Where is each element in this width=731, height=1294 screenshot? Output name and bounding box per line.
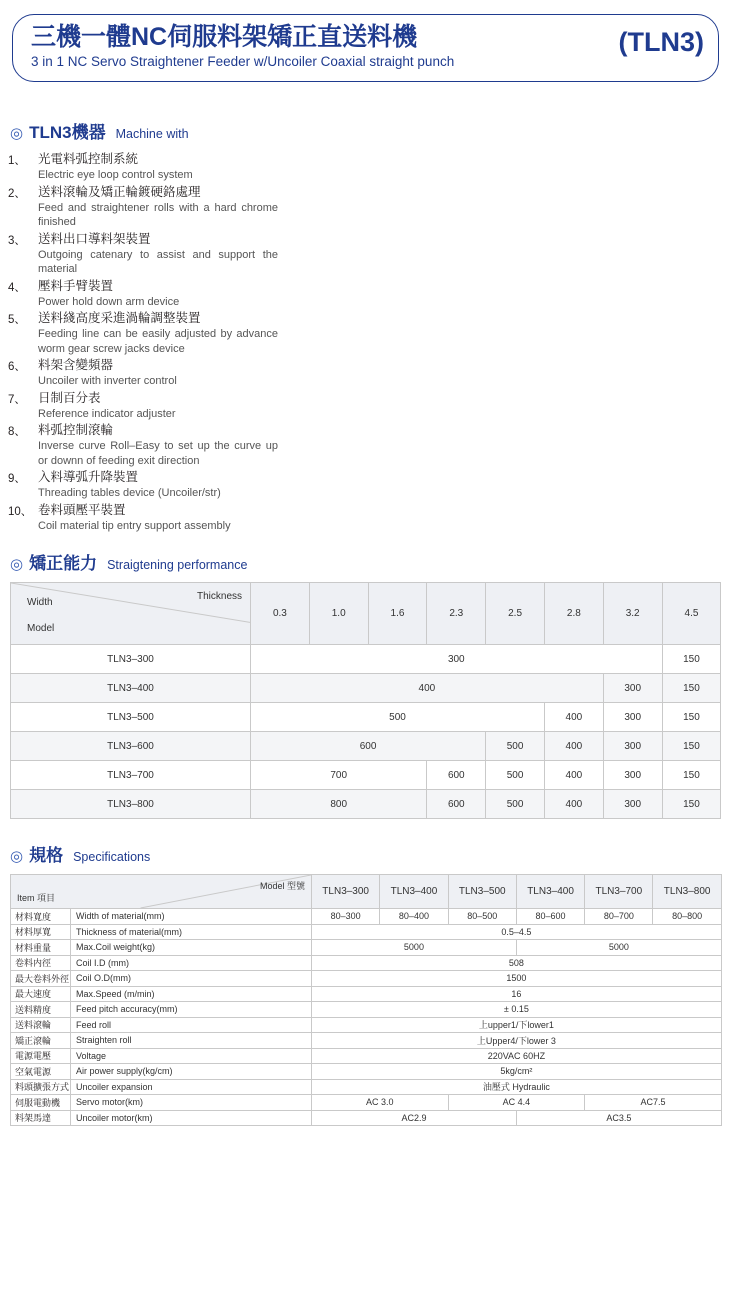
spec-value-cell: 80–800 [653, 909, 721, 925]
list-item-label-en: Feed and straightener rolls with a hard chrome finished [38, 201, 278, 228]
model-header-cell: TLN3–400 [380, 875, 448, 909]
capacity-cell: 300 [603, 674, 662, 703]
table-row [11, 1064, 722, 1080]
list-item [8, 231, 338, 277]
capacity-cell: 500 [486, 761, 545, 790]
model-header-cell: TLN3–700 [585, 875, 653, 909]
spec-value-cell: 16 [312, 986, 722, 1002]
spec-value-cell: 80–400 [380, 909, 448, 925]
page-title-cn: 三機一體NC伺服料架矯正直送料機 [31, 23, 418, 51]
spec-value-cell: 0.5–4.5 [312, 924, 722, 940]
capacity-cell: 500 [486, 790, 545, 819]
list-item-body [38, 390, 338, 422]
table-row [11, 674, 721, 703]
axis-label-model: Model 型號 [259, 881, 305, 891]
list-item-number: 2、 [8, 187, 26, 200]
thickness-header-cell: 0.3 [251, 583, 310, 645]
table-row [11, 703, 721, 732]
list-item-body [38, 310, 338, 356]
model-header-cell: TLN3–300 [312, 875, 380, 909]
model-cell: TLN3–700 [11, 761, 251, 790]
capacity-cell: 300 [603, 732, 662, 761]
capacity-cell: 300 [603, 703, 662, 732]
list-item-number: 7、 [8, 393, 26, 406]
list-item-body [38, 231, 338, 277]
table-row [11, 1110, 722, 1126]
list-item-label-cn: 光電料弧控制系統 [38, 152, 139, 166]
list-item-label-cn: 料架含變頻器 [38, 358, 114, 372]
spec-value-cell: 5000 [312, 940, 517, 956]
list-item-body [38, 278, 338, 310]
axis-label-width: Width [27, 597, 53, 608]
capacity-cell: 600 [427, 761, 486, 790]
axis-label-thickness: Thickness [196, 591, 242, 602]
table-row [11, 1002, 722, 1018]
table-row [11, 761, 721, 790]
table-row [11, 1017, 722, 1033]
spec-label-cn: 伺服電動機 [11, 1095, 71, 1111]
table-corner-cell [11, 875, 312, 909]
model-header-cell: TLN3–800 [653, 875, 721, 909]
specifications-table [10, 874, 722, 1126]
spec-label-en: Servo motor(km) [71, 1095, 312, 1111]
spec-label-en: Coil O.D(mm) [71, 971, 312, 987]
list-item-body [38, 357, 338, 389]
spec-value-cell: 1500 [312, 971, 722, 987]
capacity-cell: 150 [662, 674, 721, 703]
performance-heading-en: Straigtening performance [107, 558, 248, 572]
table-row [11, 940, 722, 956]
spec-value-cell: 80–300 [312, 909, 380, 925]
list-item-body [38, 184, 338, 230]
list-item-label-en: Reference indicator adjuster [38, 407, 176, 420]
spec-label-en: Max.Coil weight(kg) [71, 940, 312, 956]
table-row [11, 1033, 722, 1049]
list-item-label-cn: 壓料手臂裝置 [38, 278, 114, 293]
list-item-label-cn: 料弧控制滾輪 [38, 423, 114, 437]
thickness-header-cell: 2.5 [486, 583, 545, 645]
capacity-cell: 150 [662, 645, 721, 674]
list-item-number: 10、 [8, 505, 33, 518]
spec-value-cell: 80–600 [516, 909, 584, 925]
capacity-cell: 150 [662, 732, 721, 761]
list-item [8, 151, 338, 183]
table-row [11, 909, 722, 925]
spec-label-cn: 料架馬達 [11, 1110, 71, 1126]
capacity-cell: 600 [251, 732, 486, 761]
list-item [8, 502, 338, 534]
list-item-label-cn: 送料滾輪及矯正輪鍍硬鉻處理 [38, 184, 201, 199]
table-row [11, 1095, 722, 1111]
list-item-body [38, 502, 338, 534]
spec-label-en: Straighten roll [71, 1033, 312, 1049]
list-item-label-en: Electric eye loop control system [38, 169, 193, 181]
spec-value-cell: 80–700 [585, 909, 653, 925]
spec-label-cn: 電源電壓 [11, 1048, 71, 1064]
list-item [8, 278, 338, 310]
spec-value-cell: 油壓式 Hydraulic [312, 1079, 722, 1095]
spec-value-cell: AC 3.0 [312, 1095, 449, 1111]
list-item [8, 357, 338, 389]
list-item-label-en: Inverse curve Roll–Easy to set up the curve up or downn of feeding exit direction [38, 440, 278, 467]
spec-label-en: Coil I.D (mm) [71, 955, 312, 971]
list-item-number: 5、 [8, 314, 26, 326]
spec-label-cn: 最大速度 [11, 986, 71, 1002]
list-item-label-en: Outgoing catenary to assist and support the material [38, 248, 278, 275]
thickness-header-cell: 1.0 [309, 583, 368, 645]
capacity-cell: 800 [251, 790, 427, 819]
spec-label-cn: 送料滾輪 [11, 1017, 71, 1033]
circle-bullet-icon: ◎ [10, 848, 24, 865]
spec-label-cn: 材料厚寬 [11, 924, 71, 940]
spec-label-cn: 料頭擴張方式 [11, 1079, 71, 1095]
capacity-cell: 400 [544, 732, 603, 761]
spec-label-en: Max.Speed (m/min) [71, 986, 312, 1002]
model-cell: TLN3–600 [11, 732, 251, 761]
spec-value-cell: 80–500 [448, 909, 516, 925]
capacity-cell: 150 [662, 761, 721, 790]
list-item-label-cn: 入料導弧升降裝置 [38, 470, 139, 484]
thickness-header-cell: 2.3 [427, 583, 486, 645]
list-item-number: 4、 [8, 281, 26, 294]
spec-label-en: Voltage [71, 1048, 312, 1064]
spec-value-cell: 上upper1/下lower1 [312, 1017, 722, 1033]
spec-label-cn: 送料精度 [11, 1002, 71, 1018]
capacity-cell: 400 [251, 674, 604, 703]
list-item-body [38, 469, 338, 501]
list-item [8, 422, 338, 468]
spec-label-en: Uncoiler motor(km) [71, 1110, 312, 1126]
table-corner-cell [11, 583, 251, 645]
list-item-number: 6、 [8, 361, 26, 373]
model-header-cell: TLN3–500 [448, 875, 516, 909]
spec-label-cn: 空氣電源 [11, 1064, 71, 1080]
model-cell: TLN3–400 [11, 674, 251, 703]
spec-value-cell: 220VAC 60HZ [312, 1048, 722, 1064]
axis-label-model: Model [27, 623, 55, 634]
capacity-cell: 600 [427, 790, 486, 819]
specifications-heading-en: Specifications [73, 850, 151, 864]
table-row [11, 732, 721, 761]
spec-label-en: Feed pitch accuracy(mm) [71, 1002, 312, 1018]
circle-bullet-icon: ◎ [10, 125, 24, 142]
capacity-cell: 300 [251, 645, 663, 674]
performance-heading-cn: 矯正能力 [29, 554, 98, 573]
spec-value-cell: 5kg/cm² [312, 1064, 722, 1080]
list-item-label-en: Uncoiler with inverter control [38, 375, 177, 387]
spec-label-en: Width of material(mm) [71, 909, 312, 925]
list-item-number: 1、 [8, 155, 26, 167]
thickness-header-cell: 2.8 [544, 583, 603, 645]
list-item-label-cn: 送料綫高度采進渦輪調整裝置 [38, 311, 201, 325]
model-cell: TLN3–300 [11, 645, 251, 674]
table-row [11, 955, 722, 971]
spec-value-cell: ± 0.15 [312, 1002, 722, 1018]
spec-label-cn: 材料寬度 [11, 909, 71, 925]
list-item-body [38, 422, 338, 468]
table-row [11, 1048, 722, 1064]
capacity-cell: 700 [251, 761, 427, 790]
table-header-row [11, 875, 722, 909]
capacity-cell: 300 [603, 790, 662, 819]
machine-heading-en: Machine with [115, 127, 189, 141]
machine-heading-cn: TLN3機器 [29, 123, 106, 142]
capacity-cell: 150 [662, 703, 721, 732]
spec-label-en: Uncoiler expansion [71, 1079, 312, 1095]
spec-value-cell: AC3.5 [516, 1110, 721, 1126]
spec-label-cn: 卷料内徑 [11, 955, 71, 971]
capacity-cell: 500 [251, 703, 545, 732]
capacity-cell: 300 [603, 761, 662, 790]
list-item-label-en: Power hold down arm device [38, 295, 180, 308]
list-item-label-en: Feeding line can be easily adjusted by advance worm gear screw jacks device [38, 328, 278, 355]
specifications-heading-cn: 規格 [29, 846, 64, 865]
spec-value-cell: AC 4.4 [448, 1095, 585, 1111]
axis-label-item: Item 項目 [17, 893, 56, 903]
model-header-cell: TLN3–400 [516, 875, 584, 909]
machine-section-heading [10, 118, 731, 143]
spec-label-cn: 材料重量 [11, 940, 71, 956]
circle-bullet-icon: ◎ [10, 556, 24, 573]
capacity-cell: 150 [662, 790, 721, 819]
capacity-cell: 400 [544, 761, 603, 790]
performance-table [10, 582, 721, 819]
page-header [12, 14, 719, 82]
list-item [8, 184, 338, 230]
model-cell: TLN3–800 [11, 790, 251, 819]
spec-value-cell: 508 [312, 955, 722, 971]
machine-feature-list [8, 151, 338, 533]
table-row [11, 971, 722, 987]
spec-value-cell: AC7.5 [585, 1095, 722, 1111]
table-row [11, 986, 722, 1002]
page-title-en: 3 in 1 NC Servo Straightener Feeder w/Uncoiler Coaxial straight punch [31, 54, 455, 69]
list-item-number: 8、 [8, 426, 26, 438]
spec-label-cn: 最大卷料外徑 [11, 971, 71, 987]
table-row [11, 1079, 722, 1095]
list-item [8, 469, 338, 501]
spec-label-en: Air power supply(kg/cm) [71, 1064, 312, 1080]
specifications-section-heading [10, 841, 731, 866]
spec-value-cell: 5000 [516, 940, 721, 956]
thickness-header-cell: 3.2 [603, 583, 662, 645]
thickness-header-cell: 4.5 [662, 583, 721, 645]
capacity-cell: 500 [486, 732, 545, 761]
table-row [11, 924, 722, 940]
spec-label-cn: 矯正滾輪 [11, 1033, 71, 1049]
list-item-number: 9、 [8, 473, 26, 485]
machine-section [0, 118, 731, 533]
list-item [8, 310, 338, 356]
list-item-label-en: Threading tables device (Uncoiler/str) [38, 487, 221, 499]
spec-value-cell: 上Upper4/下lower 3 [312, 1033, 722, 1049]
list-item-number: 3、 [8, 234, 26, 247]
spec-label-en: Feed roll [71, 1017, 312, 1033]
list-item [8, 390, 338, 422]
capacity-cell: 400 [544, 790, 603, 819]
table-header-row [11, 583, 721, 645]
performance-section [0, 549, 731, 819]
table-row [11, 790, 721, 819]
model-cell: TLN3–500 [11, 703, 251, 732]
capacity-cell: 400 [544, 703, 603, 732]
list-item-body [38, 151, 338, 183]
performance-section-heading [10, 549, 731, 574]
table-row [11, 645, 721, 674]
spec-value-cell: AC2.9 [312, 1110, 517, 1126]
list-item-label-en: Coil material tip entry support assembly [38, 519, 231, 532]
list-item-label-cn: 日制百分表 [38, 390, 101, 405]
list-item-label-cn: 卷料頭壓平裝置 [38, 502, 126, 517]
list-item-label-cn: 送料出口導料架裝置 [38, 231, 151, 246]
spec-label-en: Thickness of material(mm) [71, 924, 312, 940]
page-model-code: (TLN3) [618, 27, 704, 57]
thickness-header-cell: 1.6 [368, 583, 427, 645]
specifications-section [0, 841, 731, 1126]
